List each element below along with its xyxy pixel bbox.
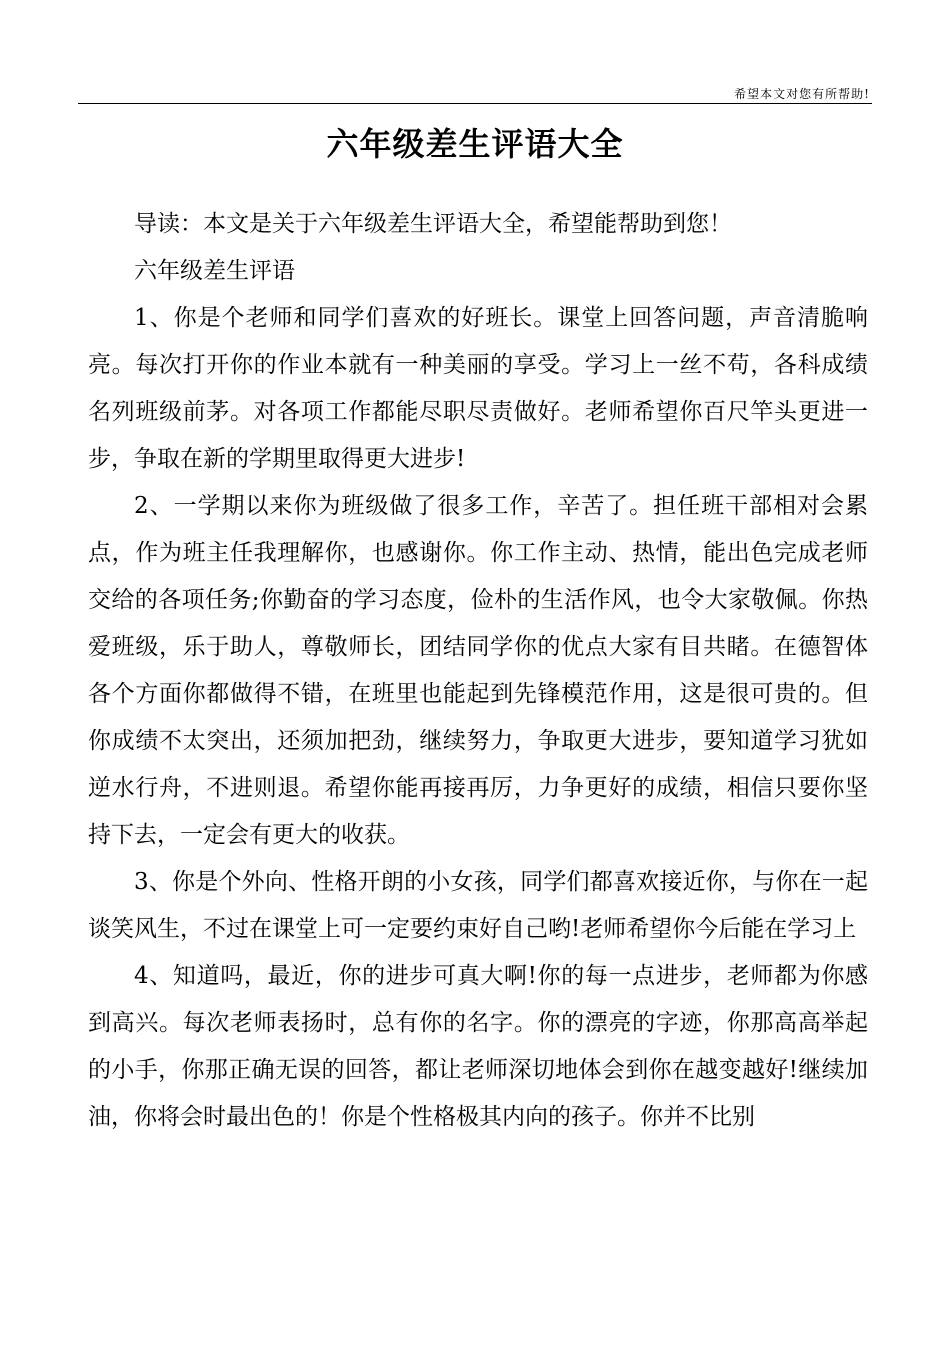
header-note: 希望本文对您有所帮助! [734,87,870,101]
document-body [88,201,868,1141]
document-title: 六年级差生评语大全 [326,125,624,163]
header-divider [78,103,872,104]
comment-paragraph-4: 4、知道吗，最近，你的进步可真大啊!你的每一点进步，老师都为你感到高兴。每次老师表扬时，总有你的名字。你的漂亮的字迹，你那高高举起的小手，你那正确无误的回答，都让老师深切地体会到你在越变越好!继续加油，你将会时最出色的！你是个性格极其内向的孩子。你并不比别 [88,963,868,1130]
section-heading: 六年级差生评语 [134,258,295,284]
comment-paragraph-1: 1、你是个老师和同学们喜欢的好班长。课堂上回答问题，声音清脆响亮。每次打开你的作业本就有一种美丽的享受。学习上一丝不苟，各科成绩名列班级前茅。对各项工作都能尽职尽责做好。老师希望你百尺竿头更进一步，争取在新的学期里取得更大进步! [88,305,868,472]
comment-paragraph-2: 2、一学期以来你为班级做了很多工作，辛苦了。担任班干部相对会累点，作为班主任我理解你，也感谢你。你工作主动、热情，能出色完成老师交给的各项任务;你勤奋的学习态度，俭朴的生活作风，也令大家敬佩。你热爱班级，乐于助人，尊敬师长，团结同学你的优点大家有目共睹。在德智体各个方面你都做得不错，在班里也能起到先锋模范作用，这是很可贵的。但你成绩不太突出，还须加把劲，继续努力，争取更大进步，要知道学习犹如逆水行舟，不进则退。希望你能再接再厉，力争更好的成绩，相信只要你坚持下去，一定会有更大的收获。 [88,493,868,848]
intro-paragraph: 导读：本文是关于六年级差生评语大全，希望能帮助到您！ [134,211,732,237]
comment-paragraph-3: 3、你是个外向、性格开朗的小女孩，同学们都喜欢接近你，与你在一起谈笑风生，不过在课堂上可一定要约束好自己哟!老师希望你今后能在学习上 [88,869,868,942]
